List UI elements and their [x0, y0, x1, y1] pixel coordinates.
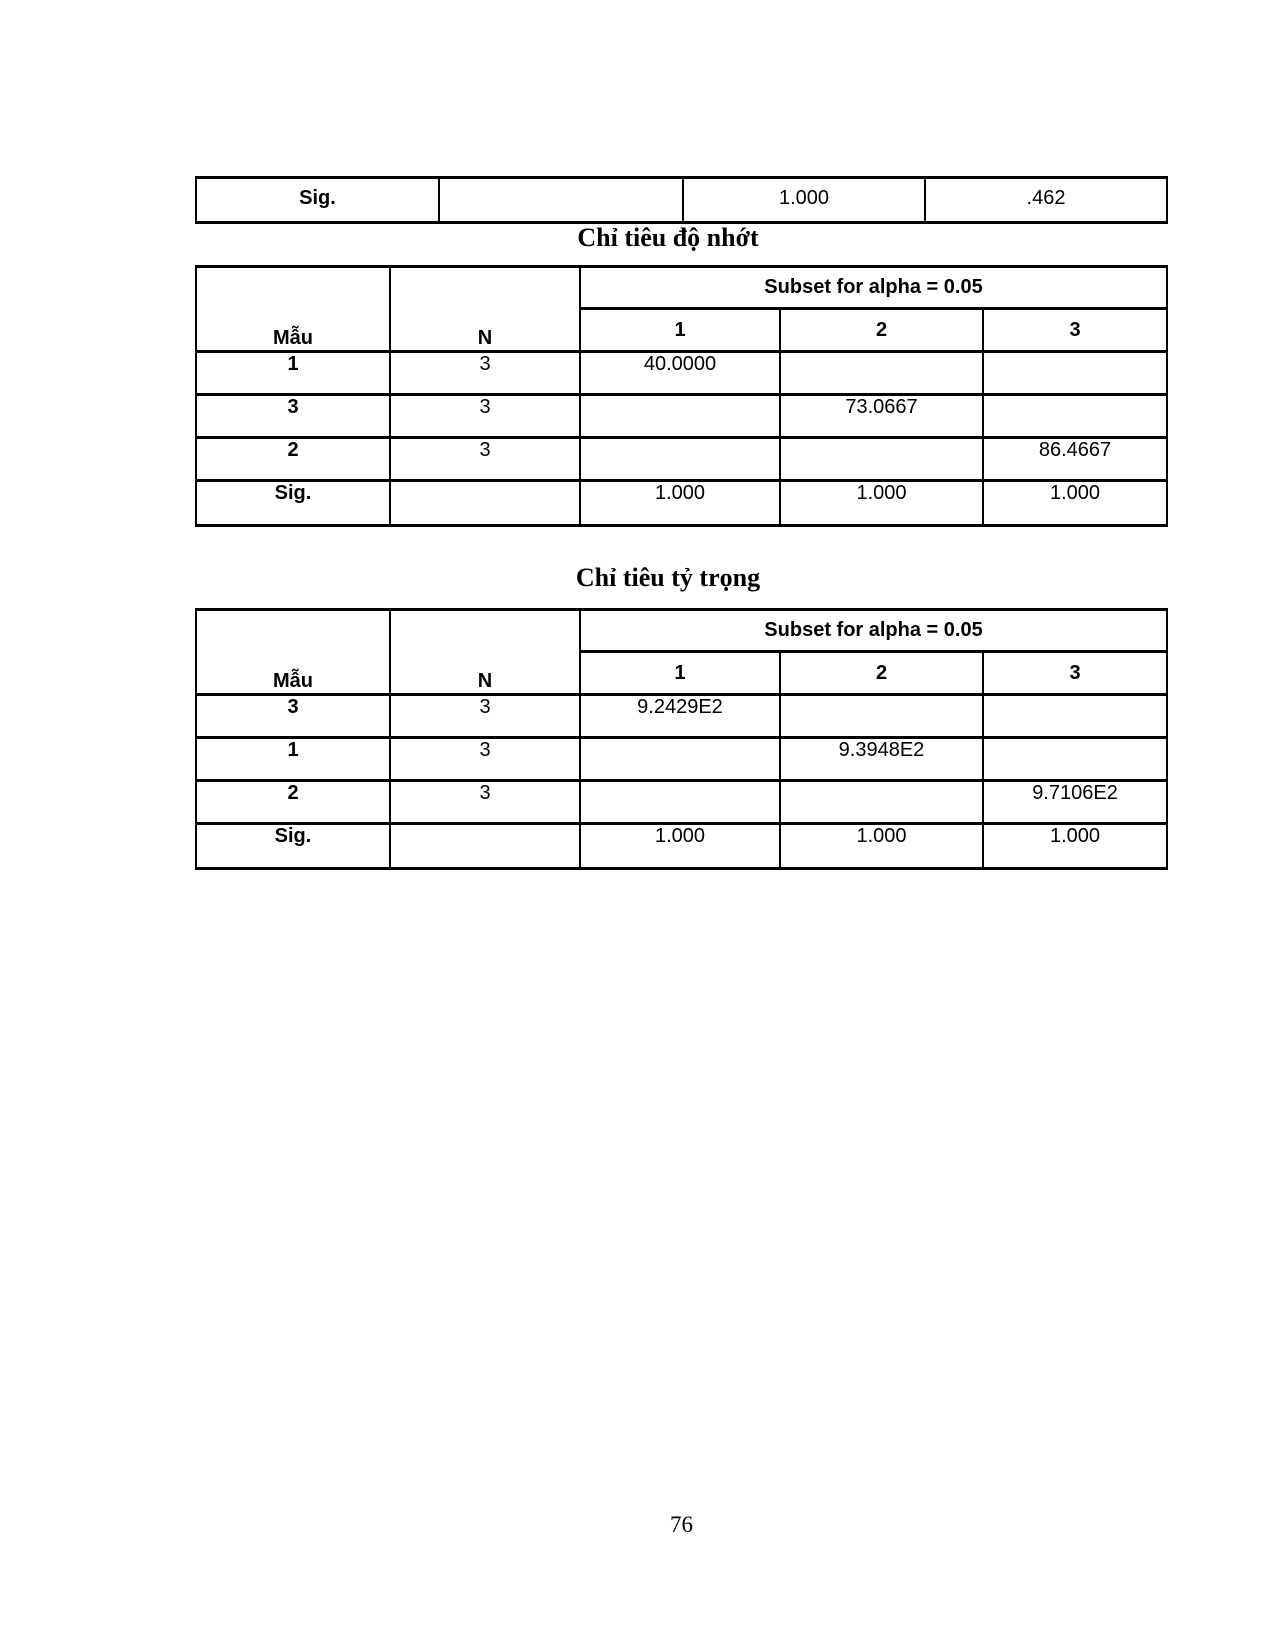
row-label: 3	[196, 395, 390, 438]
density-table-title: Chỉ tiêu tỷ trọng	[575, 563, 761, 592]
table-row	[196, 395, 1167, 438]
table-cell	[580, 395, 780, 438]
table-cell: 1.000	[580, 481, 780, 526]
table-cell: 9.3948E2	[780, 738, 983, 781]
row-label: 2	[196, 438, 390, 481]
viscosity-table-title: Chỉ tiêu độ nhớt	[577, 223, 759, 252]
page-number: 76	[670, 1512, 693, 1537]
table-cell: 9.7106E2	[983, 781, 1167, 824]
column-header-n: N	[390, 610, 580, 695]
table-row	[196, 824, 1167, 869]
table-cell	[580, 738, 780, 781]
table-cell: 3	[390, 395, 580, 438]
row-label: 3	[196, 695, 390, 738]
table-cell	[983, 395, 1167, 438]
subset-column-2: 2	[780, 309, 983, 352]
table-cell	[780, 781, 983, 824]
viscosity-table	[195, 265, 1168, 527]
table-cell	[390, 481, 580, 526]
table-row	[196, 178, 1167, 223]
subset-column-2: 2	[780, 652, 983, 695]
table-row	[196, 695, 1167, 738]
table-cell: 1.000	[780, 824, 983, 869]
column-header-mau: Mẫu	[196, 610, 390, 695]
subset-column-1: 1	[580, 652, 780, 695]
row-label: 2	[196, 781, 390, 824]
table-cell	[780, 695, 983, 738]
table-cell: 1.000	[780, 481, 983, 526]
table-cell	[780, 438, 983, 481]
table-row	[196, 781, 1167, 824]
subset-header: Subset for alpha = 0.05	[580, 267, 1167, 309]
subset-column-1: 1	[580, 309, 780, 352]
table-cell	[390, 824, 580, 869]
table-cell: 3	[390, 695, 580, 738]
table-cell: 3	[390, 352, 580, 395]
row-label-sig: Sig.	[196, 178, 439, 223]
continued-table	[195, 176, 1168, 224]
column-header-mau: Mẫu	[196, 267, 390, 352]
table-row	[196, 438, 1167, 481]
table-cell: .462	[925, 178, 1167, 223]
table-cell	[580, 438, 780, 481]
table-cell: 1.000	[683, 178, 925, 223]
table-cell	[983, 738, 1167, 781]
table-row	[196, 481, 1167, 526]
row-label: 1	[196, 352, 390, 395]
table-cell	[580, 781, 780, 824]
table-cell: 9.2429E2	[580, 695, 780, 738]
table-cell: 40.0000	[580, 352, 780, 395]
table-cell: 3	[390, 781, 580, 824]
table-cell: 1.000	[580, 824, 780, 869]
table-cell	[780, 352, 983, 395]
column-header-n: N	[390, 267, 580, 352]
density-table	[195, 608, 1168, 870]
table-cell	[983, 352, 1167, 395]
table-cell: 86.4667	[983, 438, 1167, 481]
row-label-sig: Sig.	[196, 481, 390, 526]
table-row	[196, 352, 1167, 395]
table-cell	[439, 178, 683, 223]
table-row	[196, 738, 1167, 781]
table-cell	[983, 695, 1167, 738]
table-cell: 73.0667	[780, 395, 983, 438]
subset-header: Subset for alpha = 0.05	[580, 610, 1167, 652]
table-header-row	[196, 610, 1167, 652]
table-cell: 1.000	[983, 481, 1167, 526]
row-label-sig: Sig.	[196, 824, 390, 869]
row-label: 1	[196, 738, 390, 781]
subset-column-3: 3	[983, 652, 1167, 695]
table-cell: 1.000	[983, 824, 1167, 869]
table-header-row	[196, 267, 1167, 309]
subset-column-3: 3	[983, 309, 1167, 352]
table-cell: 3	[390, 438, 580, 481]
table-cell: 3	[390, 738, 580, 781]
